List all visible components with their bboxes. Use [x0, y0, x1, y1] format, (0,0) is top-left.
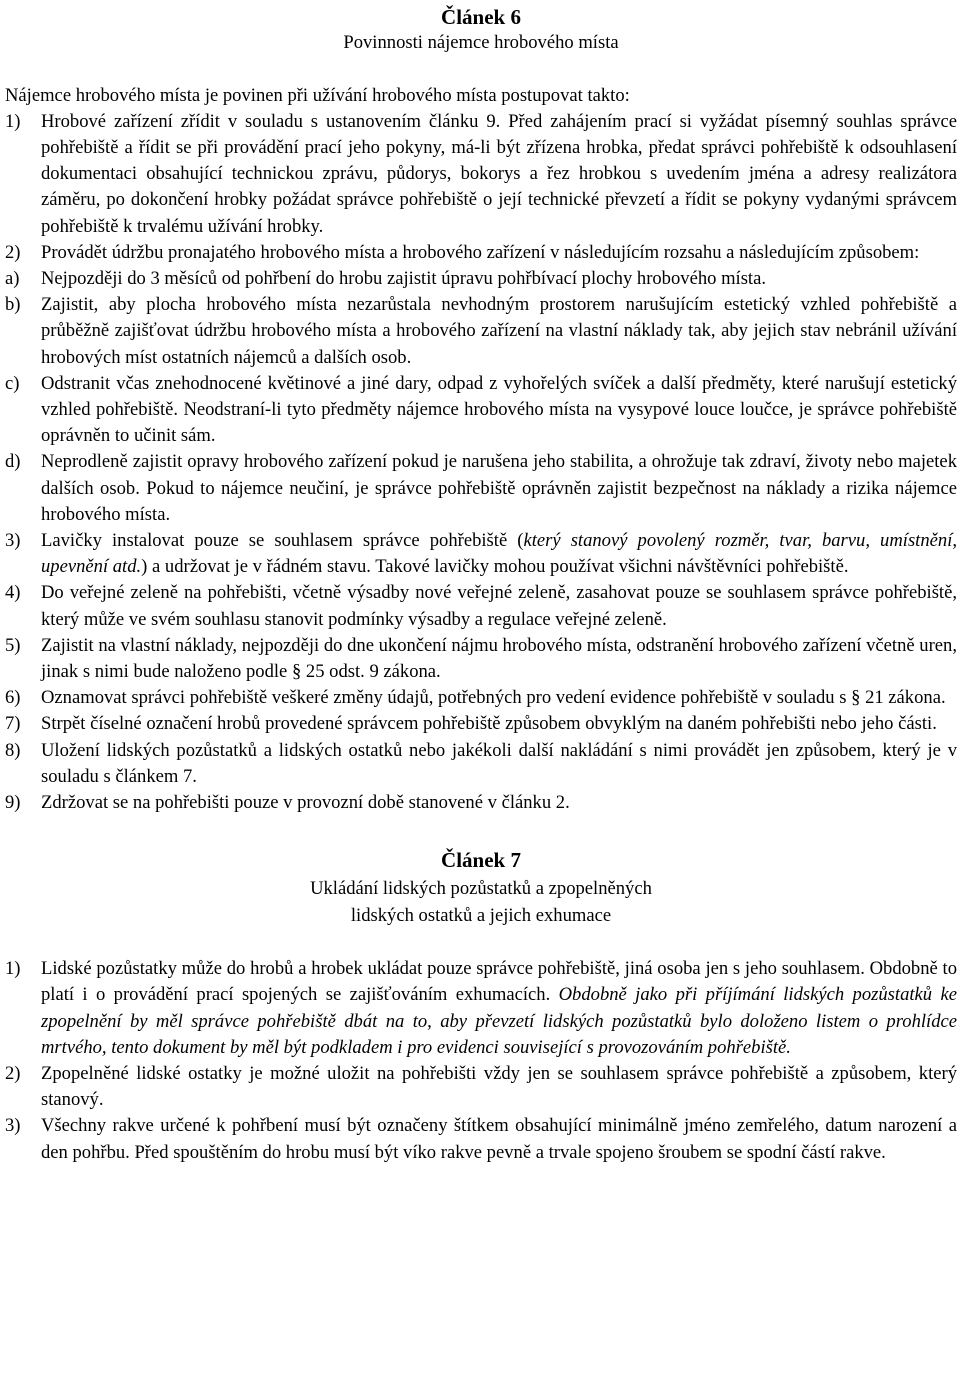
- list-item: [5, 266, 957, 292]
- list-item: [5, 1061, 957, 1113]
- item-label: 2): [5, 241, 21, 263]
- article7-subtitle-line1: Ukládání lidských pozůstatků a zpopelněných: [310, 878, 652, 900]
- list-item: [5, 738, 957, 790]
- item-text: Nejpozději do 3 měsíců od pohřbení do hrobu zajistit úpravu pohřbívací plochy hrobového místa.: [41, 267, 767, 289]
- item-text: Uložení lidských pozůstatků a lidských ostatků nebo jakékoli další nakládání s nimi provádět jen způsobem, který je v souladu s článkem 7.: [41, 739, 957, 787]
- item-label: b): [5, 294, 21, 316]
- item-text: Zajistit, aby plocha hrobového místa nezarůstala nevhodným prostorem narušujícím estetický vzhled pohřebiště a průběžně zajišťovat údržbu hrobového místa a hrobového zařízení na vlastní náklady tak, aby jejich stav nebránil užívání hrobových míst ostatních nájemců a dalších osob.: [41, 294, 957, 368]
- item-label: 1): [5, 958, 21, 980]
- item-label: 8): [5, 739, 21, 761]
- list-item: [5, 240, 957, 266]
- item-text-after: ) a udržovat je v řádném stavu. Takové lavičky mohou používat všichni návštěvníci pohřebiště.: [141, 556, 849, 578]
- list-item: [5, 1113, 957, 1165]
- list-item: [5, 711, 957, 737]
- item-text: Odstranit včas znehodnocené květinové a jiné dary, odpad z vyhořelých svíček a další předměty, které narušují estetický vzhled pohřebiště. Neodstraní-li tyto předměty nájemce hrobového místa na vysypové louce loučce, je správce pohřebiště oprávněn to učinit sám.: [41, 372, 957, 447]
- item-text-before: Lavičky instalovat pouze se souhlasem správce pohřebiště (: [41, 529, 524, 551]
- article6-heading: Článek 6: [441, 5, 521, 29]
- item-label: 4): [5, 582, 21, 604]
- list-item: [5, 633, 957, 685]
- article6-intro: Nájemce hrobového místa je povinen při užívání hrobového místa postupovat takto:: [5, 84, 630, 106]
- item-text: Oznamovat správci pohřebiště veškeré změny údajů, potřebných pro vedení evidence pohřebiště v souladu s § 21 zákona.: [41, 687, 946, 709]
- list-item: [5, 371, 957, 450]
- list-item: [5, 292, 957, 371]
- item-text: Strpět číselné označení hrobů provedené správcem pohřebiště způsobem obvyklým na daném pohřebišti nebo jeho části.: [41, 713, 937, 735]
- item-text: [41, 528, 957, 580]
- item-label: d): [5, 451, 21, 473]
- item-label: 1): [5, 110, 21, 132]
- item-label: 5): [5, 634, 21, 656]
- item-label: 2): [5, 1063, 21, 1084]
- item-text: Do veřejné zeleně na pohřebišti, včetně výsadby nové veřejné zeleně, zasahovat pouze se souhlasem správce pohřebiště, který může ve svém souhlasu stanovit podmínky výsadby a regulace veřejné zeleně.: [41, 582, 957, 630]
- list-item: [5, 685, 957, 711]
- list-item: [5, 580, 957, 632]
- item-label: 3): [5, 1115, 21, 1137]
- item-text-italic: který stanový povolený rozměr, tvar, barvu, umístnění, upevnění atd.: [41, 529, 958, 578]
- item-label: c): [5, 372, 20, 394]
- list-item: [5, 449, 957, 528]
- document-page: [5, 0, 957, 1166]
- item-text: Neprodleně zajistit opravy hrobového zařízení pokud je narušena jeho stabilita, a ohrožuje tak zdraví, životy nebo majetek dalších osob. Pokud to nájemce neučiní, je správce pohřebiště oprávněn zajistit bezpečnost na náklady a rizika nájemce hrobového místa.: [41, 451, 957, 525]
- list-item: [5, 109, 957, 240]
- item-label: a): [5, 267, 20, 289]
- item-text-italic: Obdobně jako při příjímání lidských pozůstatků ke zpopelnění by měl správce pohřebiště dbát na to, aby převzetí lidských pozůstatků bylo doloženo listem o prohlídce mrtvého, tento dokument by měl být podkladem i pro evidenci související s provozováním pohřebiště.: [41, 984, 957, 1058]
- list-item: [5, 790, 957, 816]
- item-text-before: Lidské pozůstatky může do hrobů a hrobek ukládat pouze správce pohřebiště, jiná osoba jen s jeho souhlasem. Obdobně to platí i o provádění prací spojených se zajišťováním exhumacích.: [41, 958, 957, 1006]
- article7-subtitle-line2: lidských ostatků a jejich exhumace: [350, 904, 612, 926]
- item-text: Zdržovat se na pohřebišti pouze v provozní době stanovené v článku 2.: [41, 791, 570, 813]
- article6-subtitle: Povinnosti nájemce hrobového místa: [343, 32, 619, 53]
- item-text: Zajistit na vlastní náklady, nejpozději do dne ukončení nájmu hrobového místa, odstranění hrobového zařízení včetně uren, jinak s nimi bude naloženo podle § 25 odst. 9 zákona.: [41, 634, 957, 682]
- item-text: Zpopelněné lidské ostatky je možné uložit na pohřebišti vždy jen se souhlasem správce pohřebiště a způsobem, který stanový.: [41, 1063, 957, 1111]
- item-text: Hrobové zařízení zřídit v souladu s ustanovením článku 9. Před zahájením prací si vyžádat písemný souhlas správce pohřebiště a řídit se při provádění prací jeho pokyny, má-li být zřízena hrobka, předat správci pohřebiště k odsouhlasení dokumentaci obsahující technickou zprávu, půdorys, bokorys a řez hrobkou s uvedením jména a adresy realizátora záměru, po dokončení hrobky požádat správce pohřebiště o její technické převzetí a řídit se pokyny vydanými správcem pohřebiště k trvalému užívání hrobky.: [41, 110, 957, 237]
- item-label: 6): [5, 687, 21, 709]
- item-text: Všechny rakve určené k pohřbení musí být označeny štítkem obsahující minimálně jméno zemřelého, datum narození a den pohřbu. Před spouštěním do hrobu musí být víko rakve pevně a trvale spojeno šroubem se spodní částí rakve.: [41, 1115, 957, 1163]
- item-label: 9): [5, 791, 21, 813]
- list-item: [5, 956, 957, 1061]
- list-item: [5, 528, 957, 580]
- item-text: [41, 956, 957, 1061]
- item-label: 3): [5, 529, 21, 551]
- item-label: 7): [5, 713, 21, 735]
- article7-heading: Článek 7: [441, 848, 521, 873]
- item-text: Provádět údržbu pronajatého hrobového místa a hrobového zařízení v následujícím rozsahu a následujícím způsobem:: [41, 241, 920, 263]
